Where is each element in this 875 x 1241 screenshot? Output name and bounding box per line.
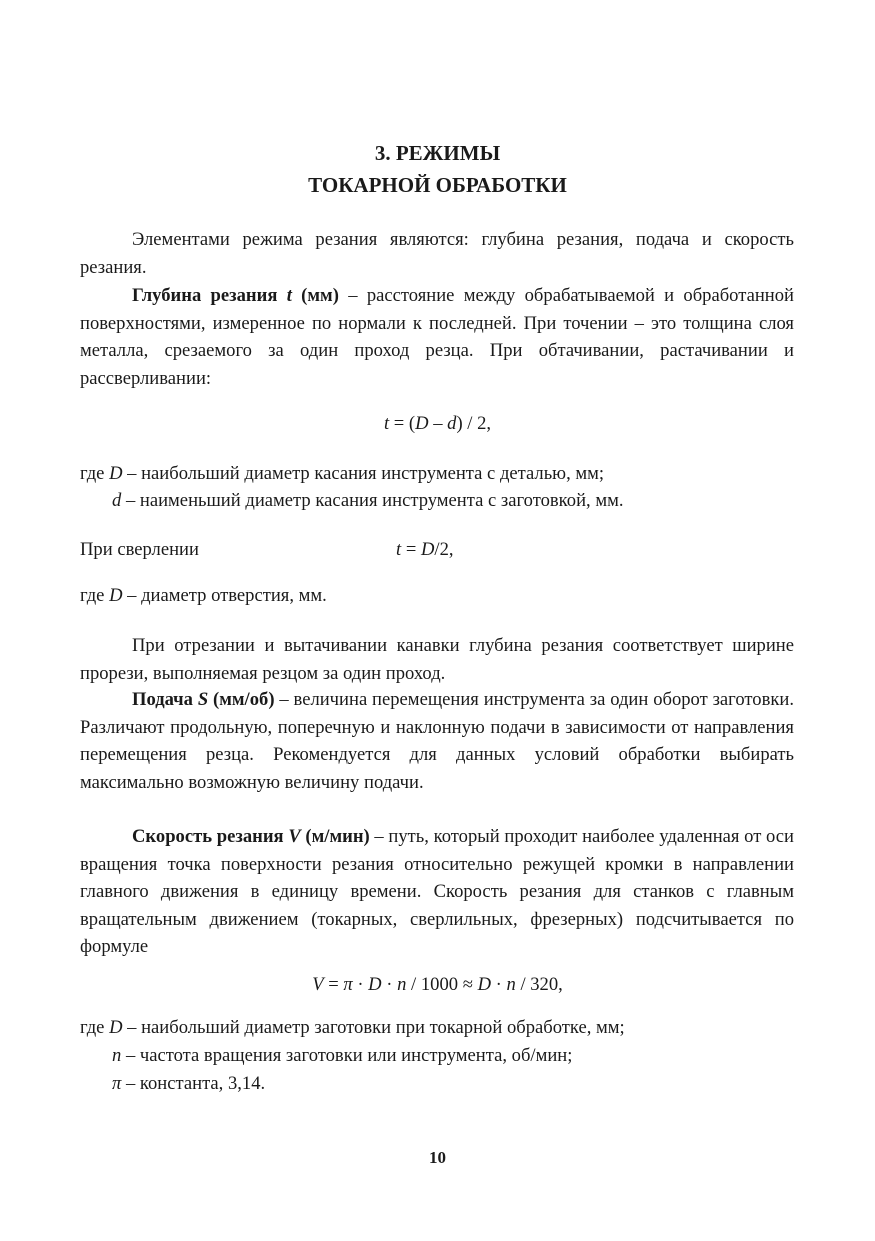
symbol-D: D — [109, 585, 123, 606]
where-prefix: где — [80, 1017, 110, 1038]
formula-part: – — [428, 413, 448, 434]
formula-part: = ( — [389, 413, 416, 434]
feed-term-unit: (мм/об) — [208, 689, 275, 710]
formula-part: = — [323, 974, 344, 995]
formula-part: · — [352, 974, 369, 995]
formula-part: = — [401, 539, 421, 560]
where-D-text: – наибольший диаметр заготовки при токарной обработке, мм; — [122, 1017, 625, 1038]
formula-symbol-d: d — [447, 413, 457, 434]
formula-symbol-V: V — [312, 974, 324, 995]
formula-part: / 1000 ≈ — [406, 974, 478, 995]
drilling-formula — [396, 536, 454, 564]
where-pi-text: – константа, 3,14. — [121, 1073, 266, 1094]
chapter-title-line2: ТОКАРНОЙ ОБРАБОТКИ — [308, 173, 567, 197]
feed-paragraph — [80, 686, 794, 796]
chapter-title-line1: 3. РЕЖИМЫ — [374, 141, 501, 165]
where-prefix: где — [80, 585, 110, 606]
depth-term-symbol: t — [286, 285, 292, 306]
page-number: 10 — [429, 1148, 446, 1167]
where-d-line — [112, 487, 624, 515]
depth-term-label: Глубина резания — [132, 285, 287, 306]
formula-symbol-t: t — [396, 539, 402, 560]
speed-term-symbol: V — [288, 826, 301, 847]
where-hole-text: – диаметр отверстия, мм. — [122, 585, 327, 606]
formula-part: · — [381, 974, 398, 995]
symbol-D: D — [109, 1017, 123, 1038]
formula-part: / 320, — [515, 974, 563, 995]
depth-term-unit: (мм) — [291, 285, 339, 306]
formula-part: /2, — [434, 539, 454, 560]
depth-paragraph — [80, 282, 794, 392]
feed-term-symbol: S — [197, 689, 209, 710]
formula-symbol-t: t — [383, 413, 390, 434]
speed-definition: – путь, который проходит наиболее удаленная от оси вращения точка поверхности резания относительно режущей кромки в направлении главного движения в единицу времени. Скорость резания для станков с главным вращательным движением (токарных, сверлильных, фрезерных) подсчитывается по формуле — [80, 826, 794, 958]
where-speed-D-line — [80, 1014, 625, 1042]
formula-symbol-pi: π — [343, 974, 353, 995]
formula-symbol-D: D — [368, 974, 382, 995]
formula-part: · — [491, 974, 507, 995]
feed-term-label: Подача — [132, 689, 198, 710]
where-d-text: – наименьший диаметр касания инструмента с заготовкой, мм. — [121, 490, 624, 511]
where-D-line — [80, 460, 604, 488]
symbol-n: n — [112, 1045, 122, 1066]
speed-term-label: Скорость резания — [132, 826, 289, 847]
speed-formula — [0, 971, 875, 999]
depth-formula — [0, 410, 875, 438]
symbol-pi: π — [112, 1073, 122, 1094]
where-prefix: где — [80, 463, 110, 484]
speed-paragraph — [80, 823, 794, 961]
formula-symbol-n: n — [397, 974, 407, 995]
formula-part: ) / 2, — [456, 413, 492, 434]
drilling-label: При сверлении — [80, 539, 199, 560]
where-pi-line — [112, 1070, 265, 1098]
speed-term-unit: (м/мин) — [300, 826, 370, 847]
feed-definition: – величина перемещения инструмента за один оборот заготовки. Различают продольную, поперечную и наклонную подачи в зависимости от направления перемещения резца. Рекомендуется для данных условий обработки выбирать максимально возможную величину подачи. — [80, 689, 794, 793]
where-D-text: – наибольший диаметр касания инструмента с деталью, мм; — [122, 463, 605, 484]
formula-symbol-n: n — [506, 974, 516, 995]
intro-paragraph: Элементами режима резания являются: глубина резания, подача и скорость резания. — [80, 229, 794, 278]
cutoff-paragraph: При отрезании и вытачивании канавки глубина резания соответствует ширине прорези, выполняемая резцом за один проход. — [80, 635, 794, 684]
formula-symbol-D: D — [477, 974, 491, 995]
where-n-text: – частота вращения заготовки или инструмента, об/мин; — [121, 1045, 573, 1066]
formula-symbol-D: D — [415, 413, 429, 434]
where-n-line — [112, 1042, 572, 1070]
depth-definition: – расстояние между обрабатываемой и обработанной поверхностями, измеренное по нормали к последней. При точении – это толщина слоя металла, срезаемого за один проход резца. При обтачивании, растачивании и рассверливании: — [80, 285, 794, 389]
symbol-d: d — [112, 490, 122, 511]
formula-symbol-D: D — [420, 539, 435, 560]
where-hole-line — [80, 582, 327, 610]
symbol-D: D — [109, 463, 123, 484]
